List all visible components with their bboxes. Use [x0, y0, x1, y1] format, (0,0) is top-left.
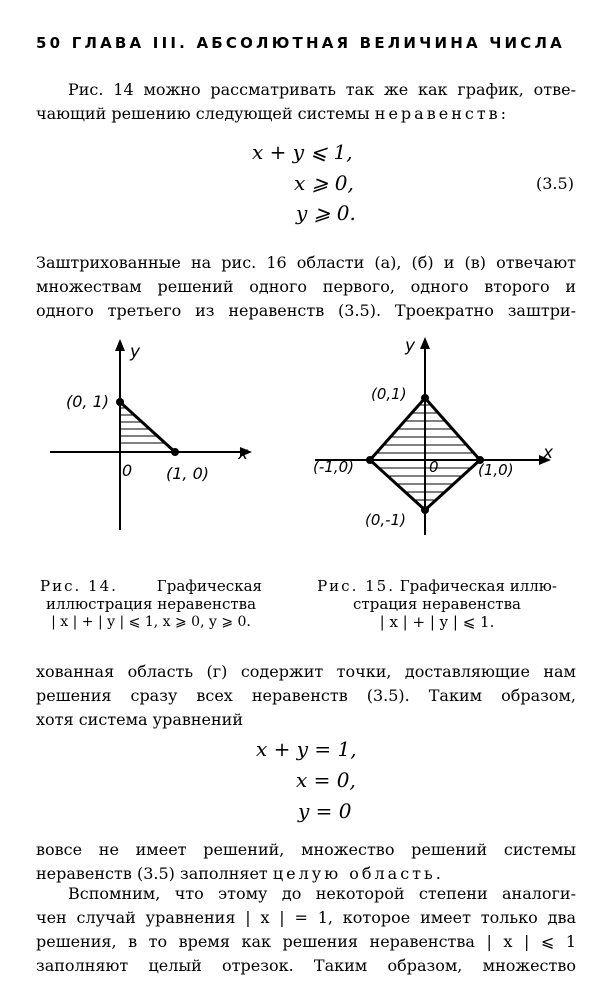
paragraph-5 — [36, 882, 576, 978]
point-0-1 — [421, 394, 429, 402]
origin-label: 0 — [429, 458, 439, 476]
figure-15-caption-word: Графическая иллю- — [399, 577, 557, 595]
figure-14-caption-line-3: | x | + | y | ⩽ 1, x ⩾ 0, y ⩾ 0. — [51, 614, 251, 630]
inequality-2: x ⩾ 0, — [294, 171, 354, 195]
figure-15-caption-lead: Рис. 15. — [317, 577, 395, 595]
paragraph-1-line-2 — [36, 102, 576, 126]
paragraph-3-line-2: решения сразу всех неравенств (3.5). Таким образом, — [36, 686, 576, 705]
paragraph-4-line-1: вовсе не имеет решений, множество решений системы — [36, 840, 576, 859]
inequality-3: y ⩾ 0. — [296, 201, 356, 225]
equation-1: x + y = 1, — [256, 737, 357, 761]
paragraph-5-line-4: заполняют целый отрезок. Таким образом, множество — [36, 956, 576, 975]
y-axis-label: y — [405, 336, 416, 356]
paragraph-3 — [36, 660, 576, 732]
x-axis-label: x — [543, 443, 554, 463]
figure-15-caption — [306, 577, 568, 631]
equation-3: y = 0 — [298, 799, 352, 823]
point-1-0 — [171, 448, 179, 456]
paragraph-3-line-3: хотя система уравнений — [36, 710, 243, 729]
point-0-1 — [116, 398, 124, 406]
figure-14-caption-line-1 — [40, 577, 262, 595]
equation-2: x = 0, — [296, 768, 356, 792]
paragraph-2 — [36, 251, 576, 323]
paragraph-2-line-3: одного третьего из неравенств (3.5). Троекратно заштри- — [36, 301, 576, 320]
figure-15-caption-line-1 — [306, 577, 568, 595]
point-neg1-0 — [366, 456, 374, 464]
equation-number: (3.5) — [536, 174, 574, 193]
label-point-bottom: (0,-1) — [365, 511, 406, 529]
paragraph-3-line-1: хованная область (г) содержит точки, доставляющие нам — [36, 662, 576, 681]
y-axis-arrow-icon — [420, 337, 430, 349]
label-point-top: (0, 1) — [66, 392, 110, 411]
paragraph-1-line-1: Рис. 14 можно рассматривать так же как график, отве- — [68, 80, 576, 99]
running-header: 50 ГЛАВА III. АБСОЛЮТНАЯ ВЕЛИЧИНА ЧИСЛА — [36, 34, 565, 52]
label-point-left: (-1,0) — [313, 458, 354, 476]
figure-14-caption-line-2: иллюстрация неравенства — [45, 595, 257, 613]
paragraph-2-line-2: множествам решений одного первого, одного второго и — [36, 277, 576, 296]
inequality-1: x + y ⩽ 1, — [252, 140, 353, 164]
label-point-top: (0,1) — [371, 385, 407, 403]
boundary-line — [120, 402, 175, 452]
spaced-word-inequalities: неравенств: — [374, 104, 510, 123]
figure-14 — [40, 335, 270, 535]
figure-15-caption-line-3: | x | + | y | ⩽ 1. — [379, 613, 495, 631]
label-point-right: (1,0) — [478, 461, 514, 479]
point-0-neg1 — [421, 506, 429, 514]
figure-15 — [305, 335, 565, 550]
paragraph-4 — [36, 838, 576, 886]
figure-14-caption — [40, 577, 262, 631]
paragraph-4-line-2-text: неравенств (3.5) заполняет — [36, 864, 273, 883]
paragraph-1-line-2-text: чающий решению следующей системы — [36, 104, 375, 123]
paragraph-1 — [36, 78, 576, 126]
figure-14-caption-word: Графическая — [156, 577, 262, 595]
paragraph-5-line-1: Вспомним, что этому до некоторой степени аналоги- — [68, 884, 576, 903]
paragraph-2-line-1: Заштрихованные на рис. 16 области (а), (б) и (в) отвечают — [36, 253, 576, 272]
x-axis-label: x — [238, 444, 249, 464]
origin-label: 0 — [122, 461, 133, 480]
paragraph-5-line-3: решения, в то время как решения неравенства | x | ⩽ 1 — [36, 932, 576, 951]
figure-14-caption-lead: Рис. 14. — [40, 577, 118, 595]
y-axis-arrow-icon — [115, 339, 125, 351]
paragraph-5-line-2: чен случай уравнения | x | = 1, которое имеет только два — [36, 908, 576, 927]
y-axis-label: y — [130, 342, 141, 362]
label-point-right: (1, 0) — [166, 464, 210, 483]
spaced-phrase-whole-region: целую область. — [272, 864, 444, 883]
figure-15-caption-line-2: страция неравенства — [353, 595, 521, 613]
